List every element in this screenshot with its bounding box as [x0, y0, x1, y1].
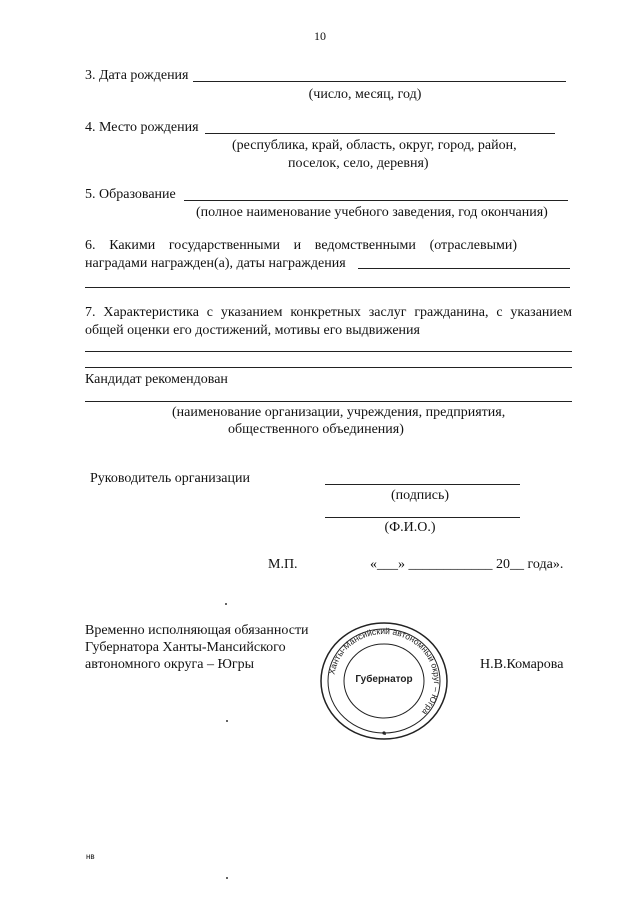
speck [384, 733, 386, 735]
signatory-line-2: Губернатора Ханты-Мансийского [85, 640, 286, 655]
signature-hint: (подпись) [390, 488, 450, 503]
characteristic-field-line-1 [85, 351, 572, 352]
recommended-hint-1: (наименование организации, учреждения, предприятия, [172, 405, 506, 420]
signatory-line-3: автономного округа – Югры [85, 657, 254, 672]
awards-extra-line [85, 287, 570, 288]
characteristic-field-line-2 [85, 367, 572, 368]
stamp-center-text: Губернатор [355, 674, 413, 685]
awards-field-line [358, 268, 570, 269]
signatory-line-1: Временно исполняющая обязанности [85, 623, 309, 638]
signatory-name: Н.В.Комарова [480, 657, 564, 672]
page-number: 10 [314, 29, 326, 43]
birth-date-hint: (число, месяц, год) [308, 87, 422, 102]
recommended-label: Кандидат рекомендован [85, 372, 228, 387]
characteristic-line-2: общей оценки его достижений, мотивы его выдвижения [85, 323, 420, 338]
birth-place-hint-1: (республика, край, область, округ, город, район, [232, 138, 517, 153]
speck [226, 877, 228, 879]
awards-line-2: наградами награжден(а), даты награждения [85, 256, 346, 271]
signature-line [325, 484, 520, 485]
birth-place-label: 4. Место рождения [85, 120, 199, 135]
head-label: Руководитель организации [90, 471, 250, 486]
birth-place-line [205, 133, 555, 134]
birth-date-line [193, 81, 566, 82]
education-label: 5. Образование [85, 187, 176, 202]
fio-line [325, 517, 520, 518]
stamp-graphic [318, 620, 450, 742]
date-text: «___» ____________ 20__ года». [370, 557, 564, 572]
speck [225, 603, 227, 605]
birth-place-hint-2: поселок, село, деревня) [288, 156, 429, 171]
speck [226, 720, 228, 722]
footer-mark: нв [86, 852, 95, 861]
education-hint: (полное наименование учебного заведения, год окончания) [196, 205, 548, 220]
fio-hint: (Ф.И.О.) [384, 520, 436, 535]
governor-stamp [318, 620, 450, 742]
mp-label: М.П. [268, 557, 298, 572]
characteristic-line-1: 7. Характеристика с указанием конкретных заслуг гражданина, с указанием [85, 305, 572, 320]
awards-line-1: 6. Какими государственными и ведомственными (отраслевыми) [85, 238, 517, 253]
recommended-hint-2: общественного объединения) [228, 422, 404, 437]
education-line [184, 200, 568, 201]
recommended-line [85, 401, 572, 402]
stamp-ring-text: Ханты-Мансийский автономный округ – Югра [326, 625, 443, 718]
birth-date-label: 3. Дата рождения [85, 68, 189, 83]
